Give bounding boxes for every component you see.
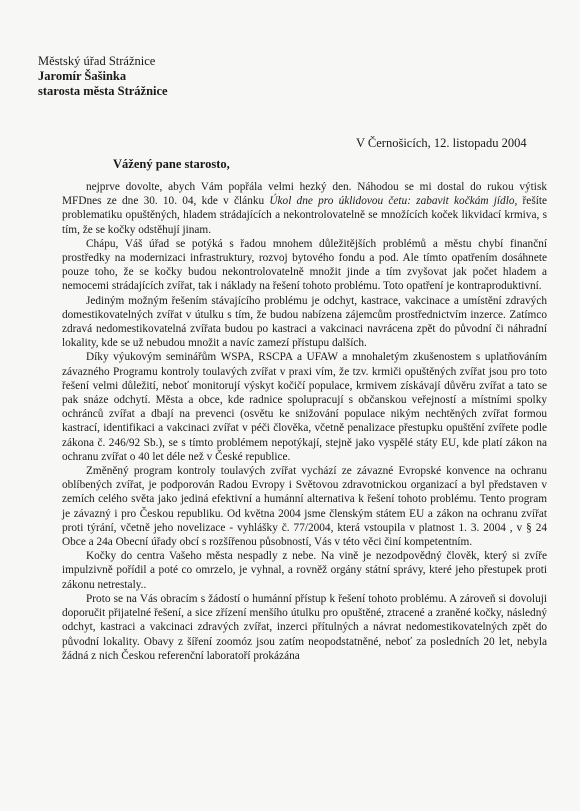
paragraph-4: Díky výukovým seminářům WSPA, RSCPA a UFAW a mnohaletým zkušenostem s uplatňováním závazného Programu kontroly toulavých zvířat v praxi vím, že tzv. krmiči opuštěných zvířat jsou pro toto řešení velmi důležití, neboť monitorují výskyt kočičí populace, krmivem získávají důvěru zvířat a tato se pak snáze odchytí. Města a obce, kde radnice spolupracují s občanskou veřejností a místními spolky ochránců zvířat a dbají na prevenci (osvětu ke snižování populace nikým nechtěných zvířat formou kastrací, identifikaci a vakcinaci zvířat v péči člověka, včetně penalizace přestupku opuštění zvířete podle zákona č. 246/92 Sb.), se s tímto problémem nepotýkají, stejně jako vyspělé státy EU, kde platí zákon na ochranu zvířat o 40 let déle než v České republice. xyxy=(62,351,547,463)
paragraph-6: Kočky do centra Vašeho města nespadly z nebe. Na vině je nezodpovědný člověk, který si zvíře impulzivně pořídil a poté co omrzelo, je vyhnal, a rovněž orgány státní správy, které jeho přestupek proti zákonu netrestaly.. xyxy=(62,550,547,591)
recipient-title: starosta města Strážnice xyxy=(38,84,168,98)
paragraph-7: Proto se na Vás obracím s žádostí o humánní přístup k řešení tohoto problému. A zároveň si dovoluji doporučit přijatelné řešení, a sice zřízení menšího útulku pro opuštěné, ztracené a zraněné kočky, následný odchyt, kastraci a vakcinaci zdravých zvířat, inzerci přítulných a návrat nedomestikovatelných zpět do původní lokality. Obavy z šíření zoomóz jsou zatím neopodstatněné, neboť za posledních 20 let, nebyla žádná z nich Českou referenční laboratoří prokázána xyxy=(62,592,547,662)
recipient-address xyxy=(38,54,168,99)
paragraph-1-start: nejprve dovolte, abych Vám popřála velmi hezký den. Náhodou se mi dostal do rukou výtisk MFDnes ze dne 30. 10. 04, kde v článku xyxy=(62,181,547,208)
paragraph-1 xyxy=(62,180,547,237)
recipient-name: Jaromír Šašinka xyxy=(38,69,127,83)
recipient-office: Městský úřad Strážnice xyxy=(38,54,156,68)
paragraph-5: Změněný program kontroly toulavých zvířat vychází ze závazné Evropské konvence na ochranu oblíbených zvířat, je podporován Radou Evropy i Světovou zdravotnickou organizací a byl představen v zemích celého světa jako jediná efektivní a humánní alternativa k řešení tohoto problému. Tento program je závazný i pro Českou republiku. Od května 2004 jsme členským státem EU a zákon na ochranu zvířat proti týrání, včetně jeho novelizace - vyhlášky č. 77/2004, která vstoupila v platnost 1. 3. 2004 , v § 24 Obce a 24a Obecní úřady obcí s rozšířenou působností, Vás v této věci činí kompetentním. xyxy=(62,465,547,549)
paragraph-2: Chápu, Váš úřad se potýká s řadou mnohem důležitějších problémů a městu chybí finanční prostředky na modernizaci infrastruktury, rozvoj bytového fondu a pod. Ale tímto opatřením dosáhnete pouze toho, že se kočky budou nekontrolovatelně množit jinde a tím zvyšovat jak počet hladem a nemocemi strádajících zvířat, tak i náklady na řešení tohoto problému. Toto opatření je kontraproduktivní. xyxy=(62,237,547,293)
date-line: V Černošicích, 12. listopadu 2004 xyxy=(356,136,527,150)
letter-body xyxy=(62,180,547,663)
paragraph-1-end: řešíte problematiku opuštěných, hladem strádajících a nekontrolovatelně se množících koček likvidací krmiva, s tím, že se kočky odstěhují jinam. xyxy=(62,195,548,236)
article-title: Úkol dne pro úklidovou četu: zabavit kočkám jídlo, xyxy=(269,195,518,208)
salutation: Vážený pane starosto, xyxy=(113,157,230,171)
paragraph-3: Jediným možným řešením stávajícího problému je odchyt, kastrace, vakcinace a umístění zdravých domestikovatelných zvířat v útulku s tím, že budou nabízena zájemcům prostřednictvím inzerce. Zatímco zdravá nedomestikovatelná zvířata budou po kastraci a vakcinaci navrácena zpět do původní či náhradní lokality, kde se už nebudou množit a navíc zamezí přístupu dalších. xyxy=(62,294,547,350)
